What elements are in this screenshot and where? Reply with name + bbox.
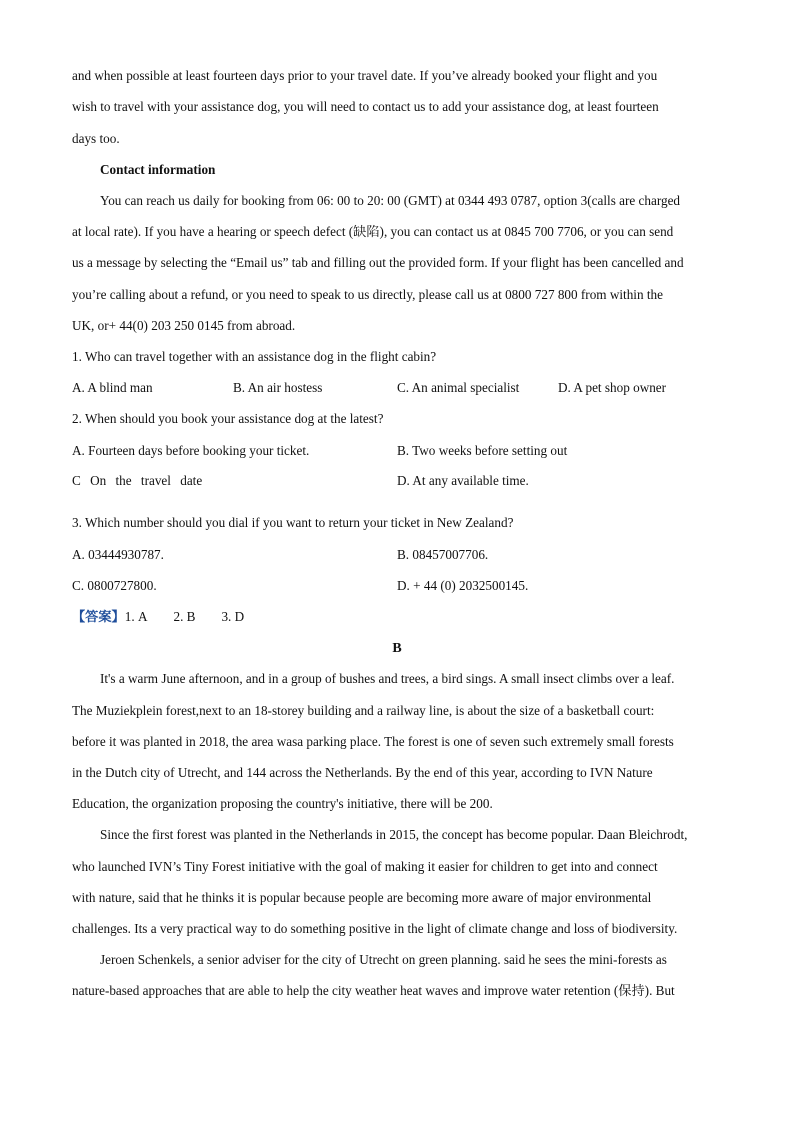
contact-line-5: UK, or+ 44(0) 203 250 0145 from abroad. — [72, 318, 296, 333]
contact-line-4: you’re calling about a refund, or you need to speak to us directly, please call us at 0800 727 800 from within the — [72, 287, 663, 302]
passage-b-line-11: nature-based approaches that are able to help the city weather heat waves and improve water retention (保持). But — [72, 983, 675, 998]
passage-b-heading: B — [392, 641, 402, 656]
passage-b-line-10: Jeroen Schenkels, a senior adviser for the city of Utrecht on green planning. said he sees the mini-forests as — [100, 952, 667, 967]
passage-b-line-9: challenges. Its a very practical way to do something positive in the light of climate change and loss of biodiversity. — [72, 921, 678, 936]
question-3-option-d: D. + 44 (0) 2032500145. — [397, 578, 529, 593]
question-2-option-d: D. At any available time. — [397, 473, 529, 488]
question-1-option-d: D. A pet shop owner — [558, 380, 667, 395]
passage-b-line-3: before it was planted in 2018, the area wasa parking place. The forest is one of seven such extremely small forests — [72, 734, 674, 749]
question-3-stem: 3. Which number should you dial if you want to return your ticket in New Zealand? — [72, 515, 514, 530]
question-3-option-b: B. 08457007706. — [397, 547, 489, 562]
question-2-option-b: B. Two weeks before setting out — [397, 443, 568, 458]
contact-line-1: You can reach us daily for booking from 06: 00 to 20: 00 (GMT) at 0344 493 0787, option 3(calls are charged — [100, 193, 681, 208]
answer-item-3: 3. D — [221, 609, 245, 624]
contact-line-2: at local rate). If you have a hearing or speech defect (缺陷), you can contact us at 0845 700 7706, or you can send — [72, 224, 674, 239]
passage-b-line-4: in the Dutch city of Utrecht, and 144 across the Netherlands. By the end of this year, according to IVN Nature — [72, 765, 653, 780]
question-2-option-c: C On the travel date — [72, 473, 203, 488]
answer-label: 【答案】 — [72, 609, 125, 624]
answer-item-2: 2. B — [173, 609, 196, 624]
question-1-stem: 1. Who can travel together with an assistance dog in the flight cabin? — [72, 349, 437, 364]
question-1-option-c: C. An animal specialist — [397, 380, 520, 395]
contact-line-3: us a message by selecting the “Email us” tab and filling out the provided form. If your flight has been cancelled and — [72, 255, 684, 270]
passage-a-line-1: and when possible at least fourteen days prior to your travel date. If you’ve already booked your flight and you — [72, 68, 658, 83]
passage-b-line-8: with nature, said that he thinks it is popular because people are becoming more aware of major environmental — [72, 890, 652, 905]
question-3-option-c: C. 0800727800. — [72, 578, 157, 593]
passage-b-line-7: who launched IVN’s Tiny Forest initiative with the goal of making it easier for children to get into and connect — [72, 859, 658, 874]
answer-key — [72, 609, 244, 625]
passage-a-line-2: wish to travel with your assistance dog, you will need to contact us to add your assistance dog, at least fourteen — [72, 99, 659, 114]
question-1-option-a: A. A blind man — [72, 380, 153, 395]
contact-heading: Contact information — [100, 162, 216, 177]
passage-b-line-6: Since the first forest was planted in the Netherlands in 2015, the concept has become popular. Daan Bleichrodt, — [100, 827, 688, 842]
passage-a-line-3: days too. — [72, 131, 120, 146]
passage-b-line-1: It's a warm June afternoon, and in a group of bushes and trees, a bird sings. A small insect climbs over a leaf. — [100, 671, 675, 686]
passage-b-line-2: The Muziekplein forest,next to an 18-storey building and a railway line, is about the size of a basketball court: — [72, 703, 655, 718]
passage-b-line-5: Education, the organization proposing the country's initiative, there will be 200. — [72, 796, 493, 811]
question-3-option-a: A. 03444930787. — [72, 547, 164, 562]
question-2-stem: 2. When should you book your assistance dog at the latest? — [72, 411, 384, 426]
answer-item-1: 1. A — [124, 609, 148, 624]
question-1-option-b: B. An air hostess — [233, 380, 323, 395]
question-2-option-a: A. Fourteen days before booking your ticket. — [72, 443, 310, 458]
